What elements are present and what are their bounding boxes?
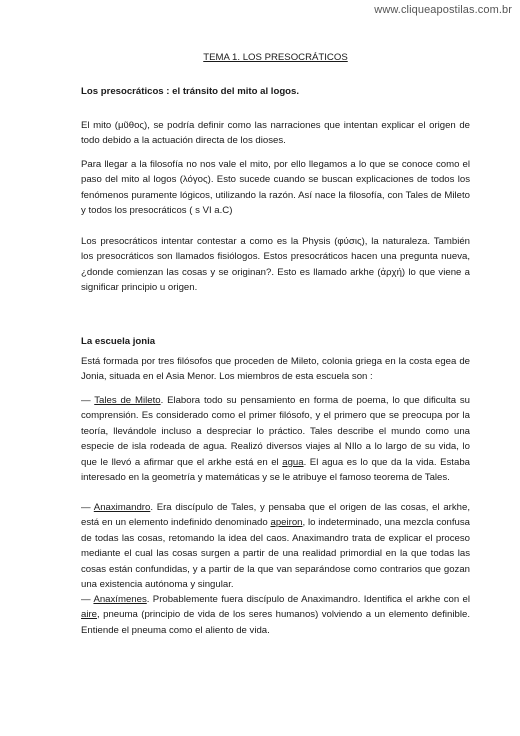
arkhe-agua: agua bbox=[282, 456, 304, 468]
section-heading-escuela-jonia: La escuela jonia bbox=[81, 336, 156, 347]
dash: — bbox=[81, 594, 94, 605]
philosopher-name-tales: Tales de Mileto bbox=[94, 395, 161, 406]
philosopher-name-anaximenes: Anaxímenes bbox=[93, 594, 147, 605]
anaximandro-text-b: , lo indeterminado, una mezcla confusa de todas las cosas, retomando la idea del caos. Anaximandro trata de explicar el proceso mediante el cual las cosas surgen a partir de una realidad primordial en la que todas las cosas están confundidas, y a partir de la que van separándose como contrarios que gozan una existencia autónoma y singular. bbox=[81, 517, 470, 591]
paragraph-physis: Los presocráticos intentar contestar a como es la Physis (φύσις), la naturaleza. También los presocráticos son llamados fisiólogos. Estos presocráticos hacen una pregunta nueva, ¿donde comienzan las cosas y se originan?. Esto es llamado arkhe (ἀρχή) lo que viene a significar principio u origen. bbox=[81, 236, 470, 294]
paragraph-mito: El mito (μῦθος), se podría definir como las narraciones que intentan explicar el origen de todo debido a la actuación directa de los dioses. bbox=[81, 120, 470, 147]
list-item-anaximandro bbox=[81, 500, 470, 592]
tales-text-a: . Elabora todo su pensamiento en forma de poema, lo que dificulta su comprensión. Es considerado como el primer filósofo, y el primero que se preocupa por la teoría, llevándole incluso a despreciar lo práctico. Tales describe el mundo como una especie de isla rodeada de agua. Realizó diversos viajes al NIlo a lo largo de su vida, lo que le llevó a afirmar que el arkhe está en el bbox=[81, 395, 470, 468]
arkhe-apeiron: apeiron bbox=[270, 517, 303, 529]
watermark: www.cliqueapostilas.com.br bbox=[374, 4, 512, 16]
section-heading-presocraticos: Los presocráticos : el tránsito del mito al logos. bbox=[81, 86, 300, 97]
paragraph-logos: Para llegar a la filosofía no nos vale el mito, por ello llegamos a lo que se conoce como el paso del mito al logos (λόγος). Esto sucede cuando se buscan explicaciones de todos los fenómenos puramente lógicos, utilizando la razón. Así nace la filosofía, con Tales de Mileto y todos los presocráticos ( s VI a.C) bbox=[81, 159, 470, 217]
arkhe-aire: aire bbox=[81, 609, 97, 621]
anaximandro-text-a: . Era discípulo de Tales, y pensaba que el origen de las cosas, el arkhe, está en un elemento indefinido denominado bbox=[81, 502, 470, 529]
tales-text-b: . El agua es lo que da la vida. Estaba interesado en la geometría y matemáticas y se le atribuye el famoso teorema de Tales. bbox=[81, 456, 470, 484]
dash: — bbox=[81, 395, 95, 406]
list-item-tales bbox=[81, 393, 470, 485]
philosopher-name-anaximandro: Anaximandro bbox=[93, 502, 151, 513]
page-title: TEMA 1. LOS PRESOCRÁTICOS bbox=[203, 52, 348, 63]
paragraph-jonia-intro: Está formada por tres filósofos que proceden de Mileto, colonia griega en la costa egea de Jonia, situada en el Asia Menor. Los miembros de esta escuela son : bbox=[81, 356, 470, 383]
anaximenes-text-b: , pneuma (principio de vida de los seres humanos) volviendo a un elemento definible. Entiende el pneuma como el aliento de vida. bbox=[81, 609, 470, 636]
dash: — bbox=[81, 502, 94, 513]
anaximenes-text-a: . Probablemente fuera discípulo de Anaximandro. Identifica el arkhe con el bbox=[146, 594, 470, 605]
list-item-anaximenes bbox=[81, 592, 470, 638]
